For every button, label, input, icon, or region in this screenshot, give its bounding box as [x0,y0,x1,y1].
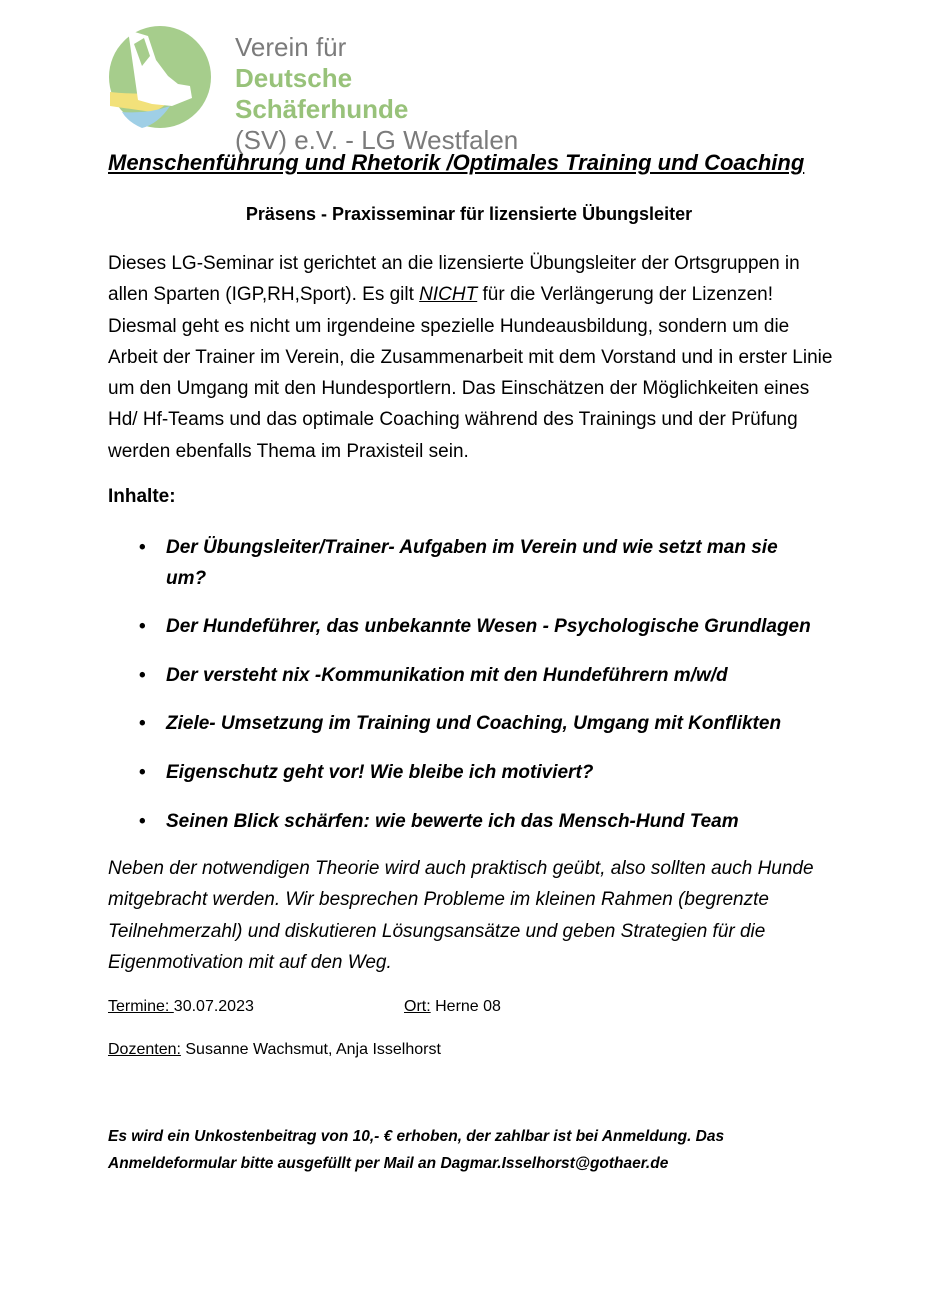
bullet-icon: • [139,537,146,558]
fee-notice: Es wird ein Unkostenbeitrag von 10,- € erhoben, der zahlbar ist bei Anmeldung. Das Anmeldeformular bitte ausgefüllt per Mail an Dagmar.Isselhorst@gothaer.de [108,1128,725,1172]
intro-paragraph [108,248,838,467]
ort-label: Ort: [404,998,431,1015]
intro-part-2: für die Verlängerung der Lizenzen! Diesmal geht es nicht um irgendeine spezielle Hundeausbildung, sondern um die Arbeit der Trainer im Verein, die Zusammenarbeit mit dem Vorstand und in erster Linie um den Umgang mit den Hundesportlern. Das Einschätzen der Möglichkeiten eines Hd/ Hf-Teams und das optimale Coaching während des Trainings und der Prüfung werden ebenfalls Thema im Praxisteil sein. [108,284,833,462]
list-item-text: Der Übungsleiter/Trainer- Aufgaben im Verein und wie setzt man sie um? [166,537,778,589]
bullet-icon: • [139,665,146,686]
termine-value: 30.07.2023 [173,998,254,1015]
list-item-text: Der Hundeführer, das unbekannte Wesen - Psychologische Grundlagen [166,616,811,637]
sv-logo [108,26,528,155]
outro-paragraph: Neben der notwendigen Theorie wird auch praktisch geübt, also sollten auch Hunde mitgebracht werden. Wir besprechen Probleme im kleinen Rahmen (begrenzte Teilnehmerzahl) und diskutieren Lösungsansätze und geben Strategien für die Eigenmotivation mit auf den Weg. [108,858,814,973]
list-item-text: Seinen Blick schärfen: wie bewerte ich das Mensch-Hund Team [166,811,739,832]
list-item-text: Der versteht nix -Kommunikation mit den Hundeführern m/w/d [166,665,728,686]
dozenten-value: Susanne Wachsmut, Anja Isselhorst [180,1041,441,1058]
contents-heading: Inhalte: [108,486,176,507]
bullet-icon: • [139,713,146,734]
ort-line [404,998,501,1016]
termine-line [108,998,254,1016]
ort-value: Herne 08 [430,998,501,1015]
intro-part-1: Dieses LG-Seminar ist gerichtet an die lizensierte Übungsleiter der Ortsgruppen in allen Sparten (IGP,RH,Sport). Es gilt [108,253,800,306]
document-subtitle: Präsens - Praxisseminar für lizensierte Übungsleiter [245,204,693,224]
bullet-icon: • [139,616,146,637]
logo-line-3: (SV) e.V. - LG Westfalen [235,125,519,155]
dog-head-logo-icon [108,26,214,130]
intro-emphasis: NICHT [419,284,478,306]
document-title: Menschenführung und Rhetorik /Optimales Training und Coaching [108,150,805,175]
list-item-text: Ziele- Umsetzung im Training und Coaching, Umgang mit Konflikten [166,713,782,734]
termine-label: Termine: [108,998,174,1015]
dozenten-label: Dozenten: [108,1041,181,1058]
dozenten-line [108,1041,441,1059]
list-item-text: Eigenschutz geht vor! Wie bleibe ich motiviert? [166,762,594,783]
bullet-icon: • [139,811,146,832]
logo-line-1: Verein für [235,32,347,62]
logo-line-2: Deutsche Schäferhunde [235,63,409,124]
bullet-icon: • [139,762,146,783]
